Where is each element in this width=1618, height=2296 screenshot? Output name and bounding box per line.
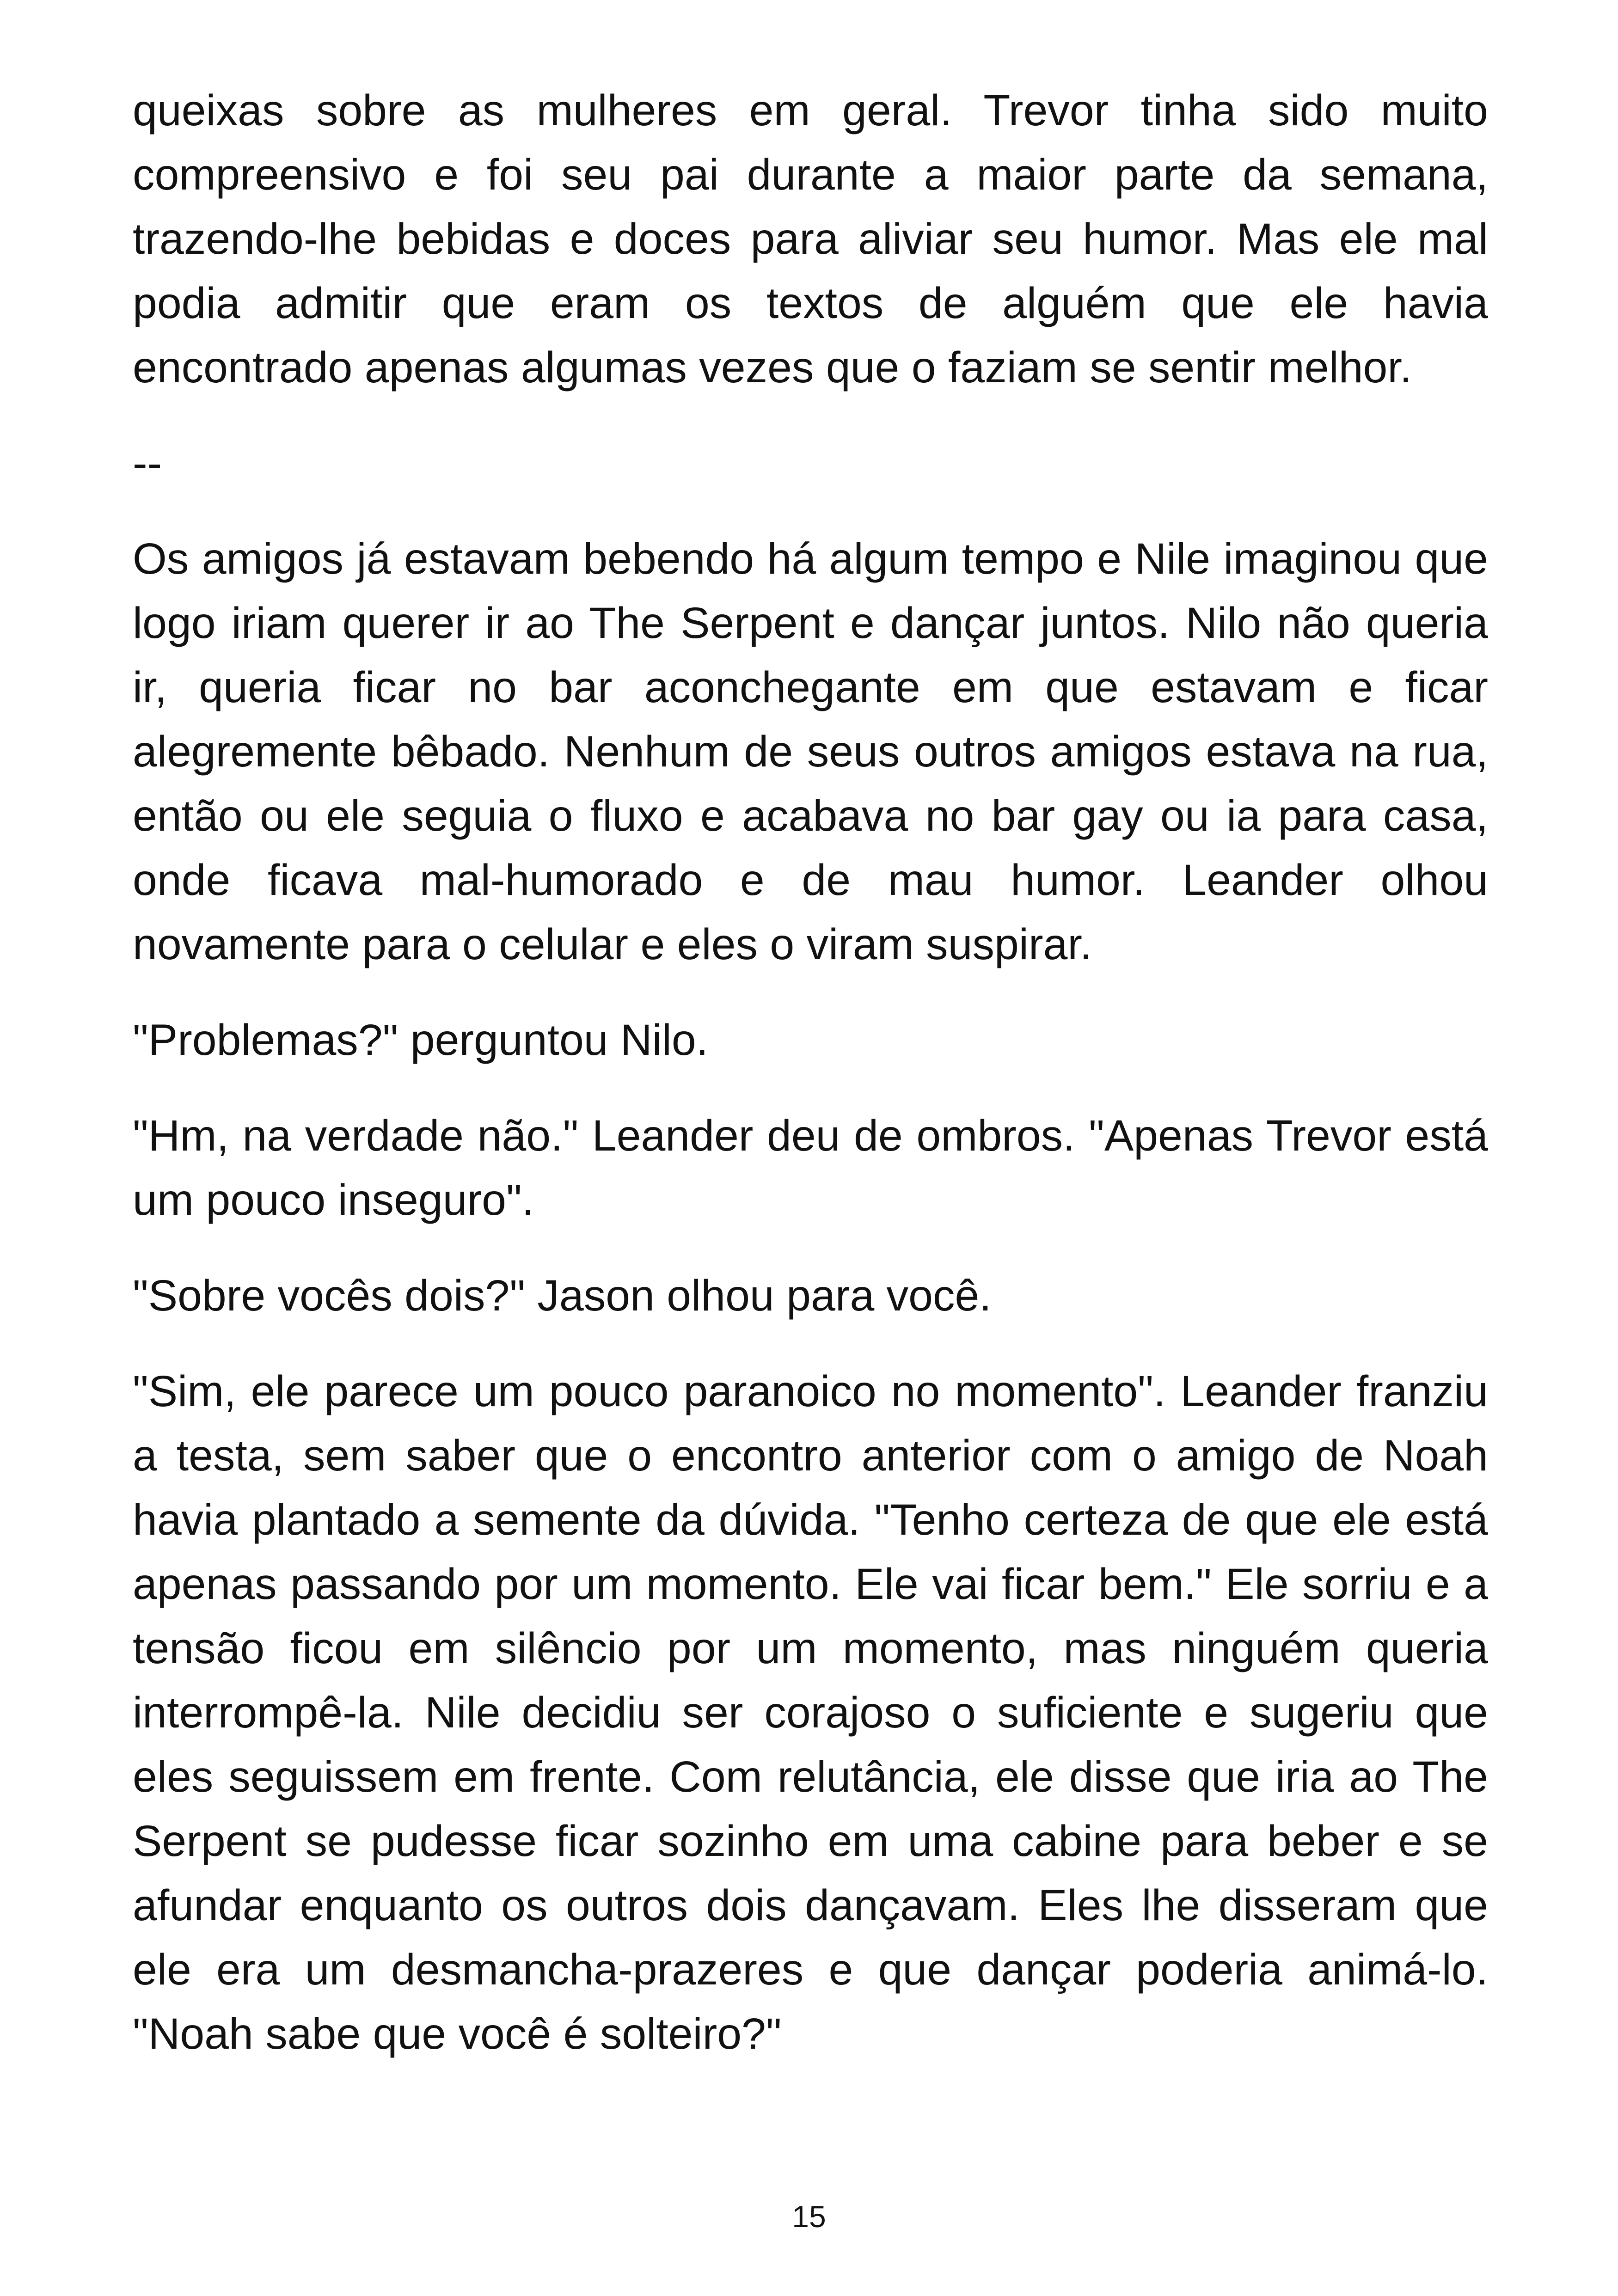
paragraph-2: Os amigos já estavam bebendo há algum tempo e Nile imaginou que logo iriam querer ir ao The Serpent e dançar juntos. Nilo não queria ir, queria ficar no bar aconchegante em que estavam e ficar alegremente bêbado. Nenhum de seus outros amigos estava na rua, então ou ele seguia o fluxo e acabava no bar gay ou ia para casa, onde ficava mal-humorado e de mau humor. Leander olhou novamente para o celular e eles o viram suspirar. [133,534,1488,969]
paragraph-6: "Sim, ele parece um pouco paranoico no momento". Leander franziu a testa, sem saber que o encontro anterior com o amigo de Noah havia plantado a semente da dúvida. "Tenho certeza de que ele está apenas passando por um momento. Ele vai ficar bem." Ele sorriu e a tensão ficou em silêncio por um momento, mas ninguém queria interrompê-la. Nile decidiu ser corajoso o suficiente e sugeriu que eles seguissem em frente. Com relutância, ele disse que iria ao The Serpent se pudesse ficar sozinho em uma cabine para beber e se afundar enquanto os outros dois dançavam. Eles lhe disseram que ele era um desmancha-prazeres e que dançar poderia animá-lo. "Noah sabe que você é solteiro?" [133,1367,1488,2058]
paragraph-3: "Problemas?" perguntou Nilo. [133,1016,709,1065]
page-body [133,79,1488,2098]
paragraph-5: "Sobre vocês dois?" Jason olhou para você. [133,1271,992,1320]
paragraph-1: queixas sobre as mulheres em geral. Trevor tinha sido muito compreensivo e foi seu pai durante a maior parte da semana, trazendo-lhe bebidas e doces para aliviar seu humor. Mas ele mal podia admitir que eram os textos de alguém que ele havia encontrado apenas algumas vezes que o faziam se sentir melhor. [133,86,1488,392]
section-separator: -- [133,439,162,488]
paragraph-4: "Hm, na verdade não." Leander deu de ombros. "Apenas Trevor está um pouco inseguro". [133,1111,1488,1225]
page-number: 15 [792,2199,826,2234]
